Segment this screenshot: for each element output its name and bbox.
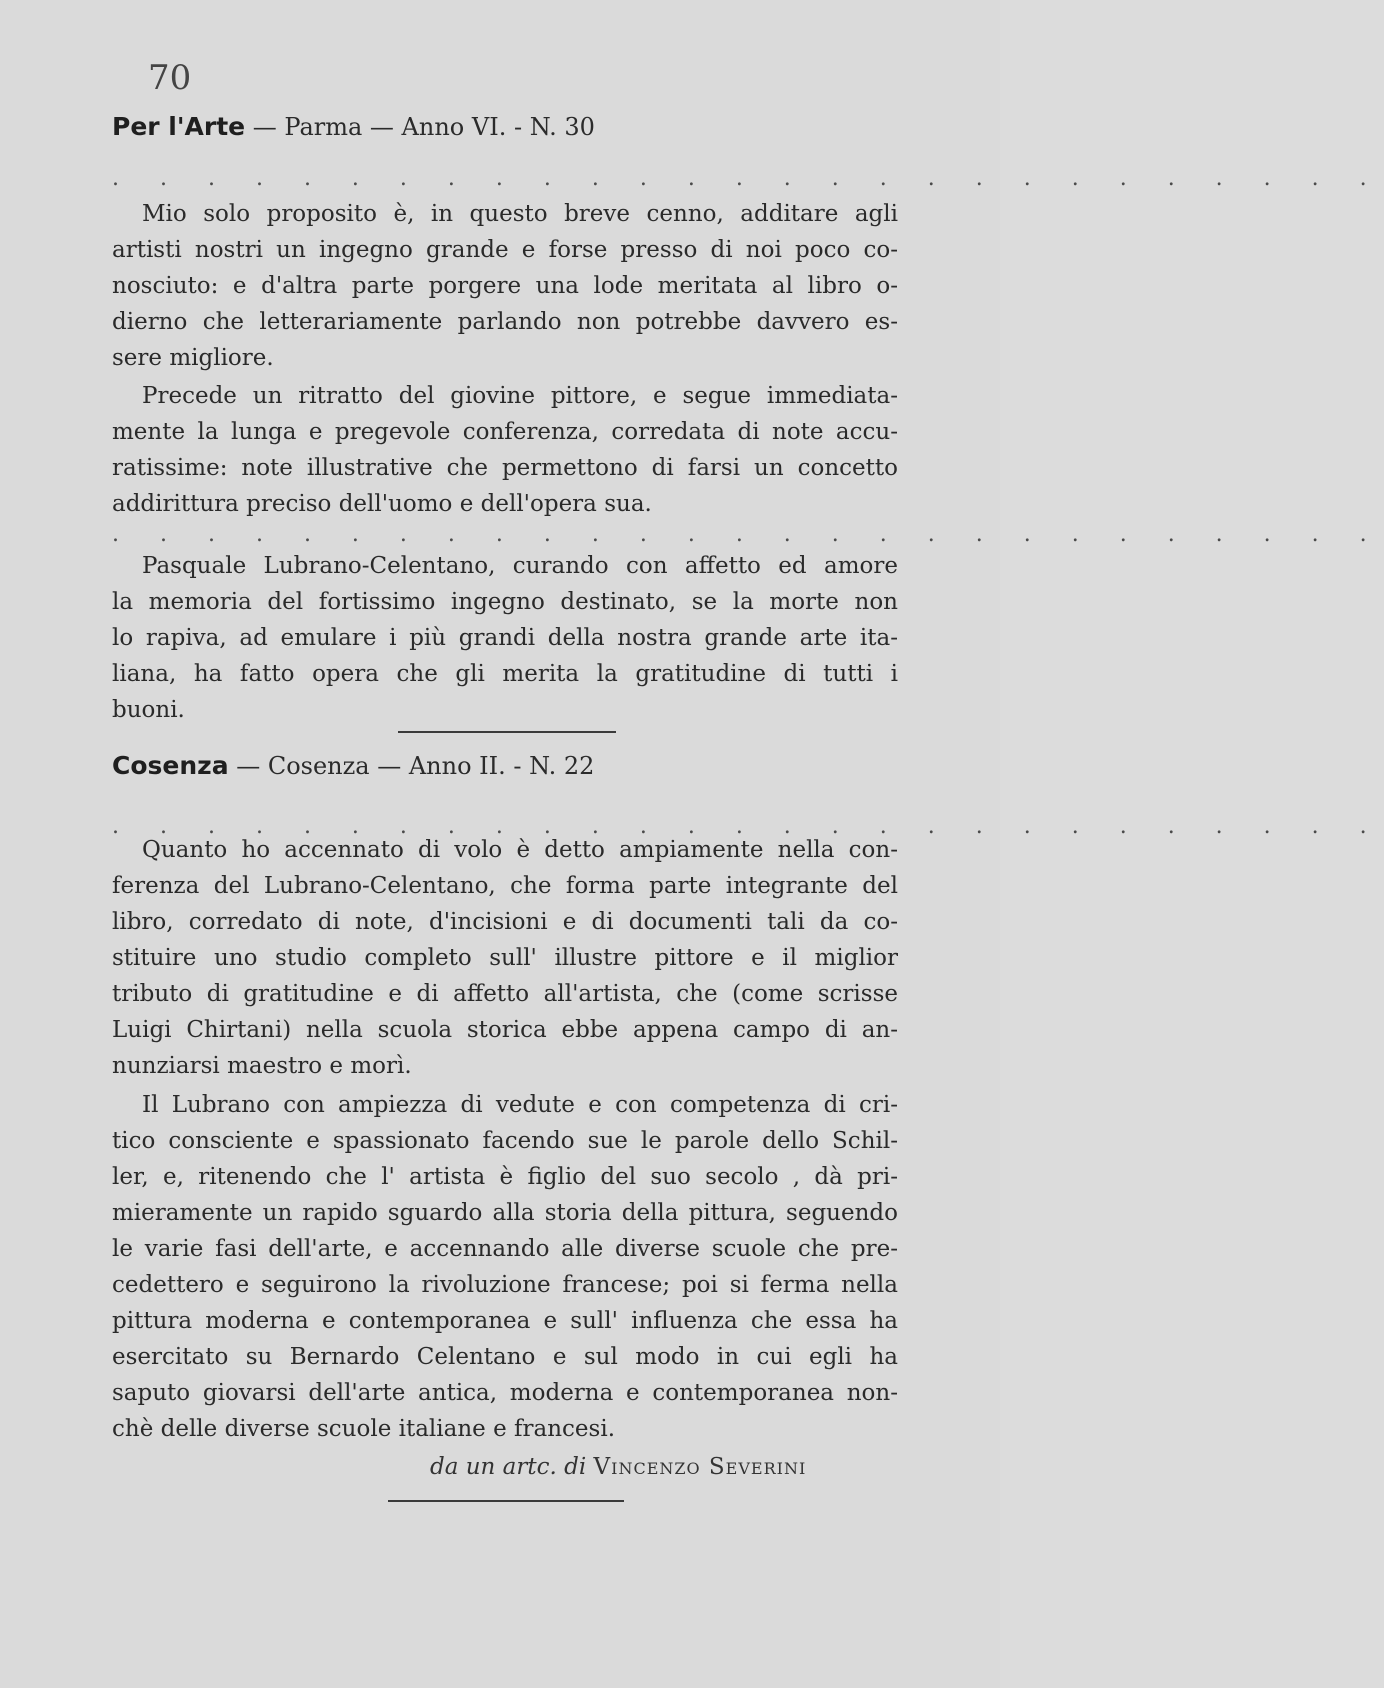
text-line: ferenza del Lubrano-Celentano, che forma parte integrante del xyxy=(112,873,898,899)
text-line: libro, corredato di note, d'incisioni e di documenti tali da co- xyxy=(112,909,898,935)
text-line: chè delle diverse scuole italiane e francesi. xyxy=(112,1416,616,1442)
text-line: Quanto ho accennato di volo è detto ampiamente nella con- xyxy=(142,837,898,863)
text-line: Pasquale Lubrano-Celentano, curando con affetto ed amore xyxy=(142,553,898,579)
text-line: le varie fasi dell'arte, e accennando alle diverse scuole che pre- xyxy=(112,1236,898,1262)
text-line: ratissime: note illustrative che permettono di farsi un concetto xyxy=(112,455,898,481)
text-line: ler, e, ritenendo che l' artista è figlio del suo secolo , dà pri- xyxy=(112,1164,898,1190)
section-cosenza xyxy=(112,751,898,781)
journal-details: — Cosenza — Anno II. - N. 22 xyxy=(228,752,595,780)
journal-name: Cosenza xyxy=(112,751,229,780)
paragraph xyxy=(112,548,898,728)
section-heading xyxy=(112,112,898,142)
text-line: pittura moderna e contemporanea e sull' influenza che essa ha xyxy=(112,1308,898,1334)
section-divider xyxy=(398,731,616,733)
paragraph-text xyxy=(112,1087,898,1447)
text-line: mente la lunga e pregevole conferenza, corredata di note accu- xyxy=(112,419,898,445)
paragraph-text xyxy=(112,548,898,728)
text-line: esercitato su Bernardo Celentano e sul modo in cui egli ha xyxy=(112,1344,898,1370)
text-line: artisti nostri un ingegno grande e forse presso di noi poco co- xyxy=(112,237,898,263)
text-line: Precede un ritratto del giovine pittore, e segue immediata- xyxy=(142,383,898,409)
text-line: nunziarsi maestro e morì. xyxy=(112,1053,412,1079)
text-line: saputo giovarsi dell'arte antica, moderna e contemporanea non- xyxy=(112,1380,898,1406)
text-line: liana, ha fatto opera che gli merita la gratitudine di tutti i xyxy=(112,661,898,687)
signature-author: Vincenzo Severini xyxy=(593,1454,807,1480)
text-line: Il Lubrano con ampiezza di vedute e con competenza di cri- xyxy=(142,1092,898,1118)
paragraph xyxy=(112,378,898,522)
paragraph xyxy=(112,196,898,376)
text-line: tico consciente e spassionato facendo sue le parole dello Schil- xyxy=(112,1128,898,1154)
section-per-larte-body xyxy=(112,166,1384,192)
page-number: 70 xyxy=(148,58,192,98)
section-per-larte xyxy=(112,112,898,142)
text-line: lo rapiva, ad emulare i più grandi della nostra grande arte ita- xyxy=(112,625,898,651)
text-line: stituire uno studio completo sull' illustre pittore e il miglior xyxy=(112,945,898,971)
text-line: la memoria del fortissimo ingegno destinato, se la morte non xyxy=(112,589,898,615)
end-divider xyxy=(388,1500,624,1502)
ellipsis-row xyxy=(112,522,1384,548)
signature-prefix: da un artc. di xyxy=(430,1454,587,1480)
text-line: buoni. xyxy=(112,697,185,723)
text-line: tributo di gratitudine e di affetto all'artista, che (come scrisse xyxy=(112,981,898,1007)
text-line: addirittura preciso dell'uomo e dell'opera sua. xyxy=(112,491,652,517)
text-line: Luigi Chirtani) nella scuola storica ebbe appena campo di an- xyxy=(112,1017,898,1043)
ellipsis-dots: . . . . . . . . . . . . . . . . . . . . . . . . . . . xyxy=(112,522,1384,547)
text-line: mieramente un rapido sguardo alla storia della pittura, seguendo xyxy=(112,1200,898,1226)
text-line: dierno che letterariamente parlando non potrebbe davvero es- xyxy=(112,309,898,335)
text-line: cedettero e seguirono la rivoluzione francese; poi si ferma nella xyxy=(112,1272,898,1298)
text-line: nosciuto: e d'altra parte porgere una lode meritata al libro o- xyxy=(112,273,898,299)
paragraph xyxy=(112,832,898,1084)
ellipsis-dots: . . . . . . . . . . . . . . . . . . . . . . . . . . . xyxy=(112,166,1384,191)
ellipsis-dots: . . . . . . . . . . . . . . . . . . . . . . . . . . . xyxy=(112,814,1384,839)
paragraph-text xyxy=(112,196,898,376)
text-line: Mio solo proposito è, in questo breve cenno, additare agli xyxy=(142,201,898,227)
paragraph-text xyxy=(112,378,898,522)
section-heading xyxy=(112,751,898,781)
journal-name: Per l'Arte xyxy=(112,112,246,141)
paragraph-text xyxy=(112,832,898,1084)
paragraph xyxy=(112,1087,898,1447)
text-line: sere migliore. xyxy=(112,345,274,371)
signature xyxy=(430,1452,806,1482)
journal-details: — Parma — Anno VI. - N. 30 xyxy=(245,113,595,141)
